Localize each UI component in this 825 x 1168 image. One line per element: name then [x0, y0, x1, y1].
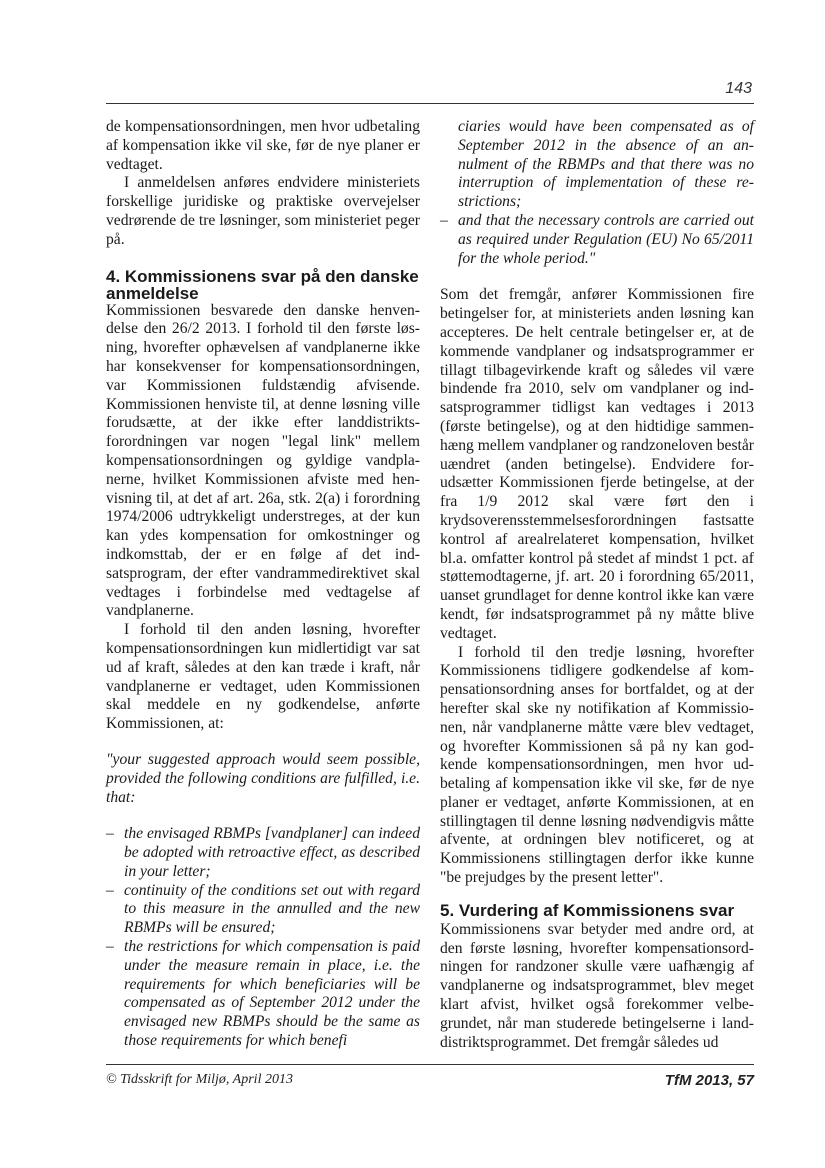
footer-rule	[106, 1064, 754, 1065]
paragraph: I forhold til den anden løsning, hvorefter kompensationsordningen kun midlertidigt var sat ud af kraft, således at den kan træde i kraft, når vandplanerne er vedtaget, uden Kommissionen skal meddele en ny godkendelse, anførte Kommissionen, at:	[106, 621, 420, 733]
paragraph: I anmeldelsen anføres endvidere ministeriets forskellige juridiske og praktiske overvejelser vedrørende de tre løsninger, som ministeriet peger på.	[106, 174, 420, 248]
paragraph: I forhold til den tredje løsning, hvorefter Kommissionens tidligere godkendelse af kompensationsordning anses for bortfaldet, og at der herefter skal ske ny notifikation af Kommissionen, når vandplanerne måtte være blev vedtaget, og hvorefter Kommissionen så på ny kan godkende kompensationsordningen, men hvor udbetaling af kompensation ikke vil ske, før de nye planer er vedtaget, anførte Kommissionen, at en stillingtagen til denne løsning nødvendigvis måtte afvente, at ordningen blev notificeret, og at Kommissionens stillingtagen derfor ikke kunne "be prejudges by the present letter".	[440, 643, 754, 887]
quote-intro: "your suggested approach would seem possible, provided the following conditions are fulfilled, i.e. that:	[106, 750, 420, 806]
quote-bullet-list	[440, 212, 754, 268]
section-heading-4: 4. Kommissionens svar på den danske anmeldelse	[106, 266, 419, 303]
right-column	[440, 118, 754, 1052]
header-rule	[106, 103, 754, 104]
quote-bullet-list	[106, 825, 420, 1051]
list-item: – and that the necessary controls are carried out as required under Regulation (EU) No 65/2011 for the whole period."	[440, 211, 754, 267]
list-item: – the envisaged RBMPs [vandplaner] can indeed be adopted with retroactive effect, as described in your letter;	[106, 825, 420, 880]
page-number: 143	[725, 80, 752, 97]
left-column	[106, 118, 420, 1051]
section-heading-5: 5. Vurdering af Kommissionens svar	[440, 900, 735, 920]
paragraph: de kompensationsordningen, men hvor udbetaling af kompensation ikke vil ske, før de nye planer er vedtaget.	[106, 118, 420, 173]
list-item-continued: ciaries would have been compensated as of September 2012 in the absence of an annulment of the RBMPs and that there was no interruption of implementation of these restrictions;	[458, 118, 754, 211]
list-item: – continuity of the conditions set out with regard to this measure in the annulled and the new RBMPs will be ensured;	[106, 881, 420, 937]
paragraph: Kommissionens svar betyder med andre ord, at den første løsning, hvorefter kompensationsordningen for randzoner skulle være uafhængig af vandplanerne og indsatsprogrammet, blev meget klart afvist, hvilket også forekommer velbegrundet, når man studerede betingelserne i landdistriktsprogrammet. Det fremgår således ud	[440, 920, 754, 1051]
footer-citation: TfM 2013, 57	[664, 1072, 754, 1089]
list-item: – the restrictions for which compensation is paid under the measure remain in place, i.e. the requirements for which beneficiaries will be compensated as of September 2012 under the envisaged new RBMPs should be the same as those requirements for which benefi	[106, 938, 420, 1050]
paragraph: Kommissionen besvarede den danske henvendelse den 26/2 2013. I forhold til den første løsning, hvorefter ophævelsen af vandplanerne ikke har konsekvenser for kompensationsordningen, var Kommissionen fuldstændig afvisende. Kommissionen henviste til, at denne løsning ville forudsætte, at der ikke efter landdistriktsforordningen var nogen "legal link" mellem kompensationsordningen og gyldige vandplanerne, hvilket Kommissionen afviste med henvisning til, at det af art. 26a, stk. 2(a) i forordning 1974/2006 udtrykkeligt understreges, at der kun kan ydes kompensation for omkostninger og indkomsttab, der er en følge af det indsatsprogram, der efter vandrammedirektivet skal vedtages i forbindelse med vedtagelse af vandplanerne.	[106, 301, 420, 620]
footer-copyright: © Tidsskrift for Miljø, April 2013	[106, 1072, 293, 1087]
paragraph: Som det fremgår, anfører Kommissionen fire betingelser for, at ministeriets anden løsning kan accepteres. De helt centrale betingelser er, at de kommende vandplaner og indsatsprogrammer er tillagt tilbagevirkende kraft og således vil være bindende fra 2010, selv om vandplaner og indsatsprogrammer tidligst kan vedtages i 2013 (første betingelse), og at den hidtidige sammenhæng mellem vandplaner og randzoneloven består uændret (anden betingelse). Endvidere forudsætter Kommissionen fjerde betingelse, at der fra 1/9 2012 skal være ført den i krydsoverensstemmelsesforordningen fastsatte kontrol af arealrelateret kompensation, hvilket bl.a. omfatter kontrol på stedet af mindst 1 pct. af støttemodtagerne, jf. art. 20 i forordning 65/2011, uanset grundlaget for denne kontrol ikke kan være kendt, før indsatsprogrammet på ny måtte blive vedtaget.	[440, 286, 754, 642]
